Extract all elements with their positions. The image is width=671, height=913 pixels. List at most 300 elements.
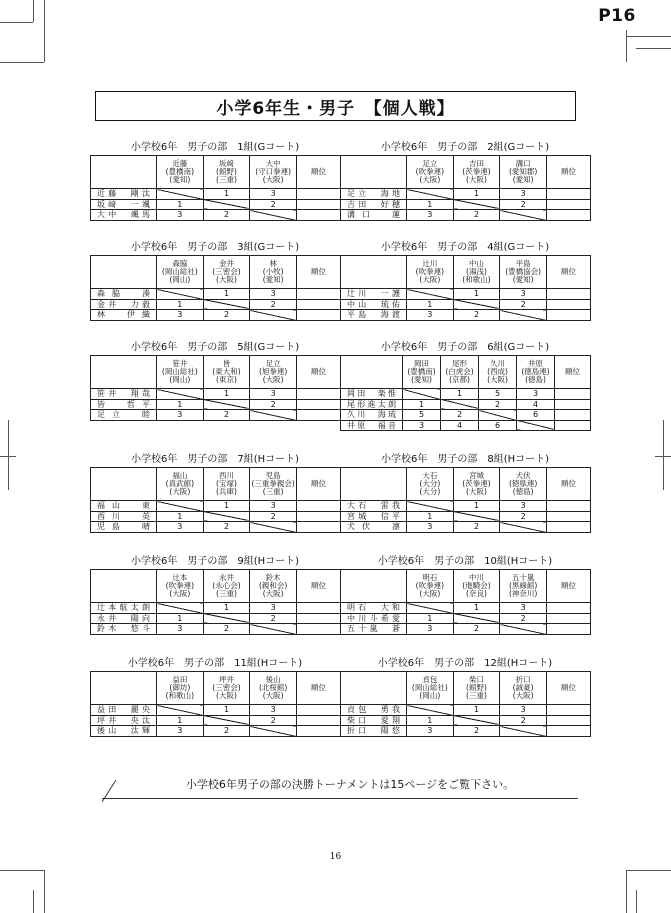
player-name: 辻川 一護 [341, 289, 407, 300]
round-robin-table [90, 569, 341, 635]
header-prefecture: (三重) [466, 690, 487, 700]
table-row [91, 299, 341, 310]
rank-cell [296, 603, 340, 614]
table-row [91, 511, 341, 522]
table-row [91, 603, 341, 614]
header-row [341, 256, 591, 289]
header-surname: 笹井 [172, 359, 188, 369]
rank-header: 順位 [546, 672, 590, 705]
player-name: 林 伊織 [91, 310, 157, 321]
match-order-cell: 1 [157, 399, 204, 410]
match-order-cell: 1 [203, 289, 250, 300]
footnote: 小学校6年男子の部の決勝トーナメントは15ページをご覧下さい。 [185, 778, 515, 791]
match-order-cell: 2 [203, 310, 250, 321]
footnote-rule [102, 798, 578, 799]
player-header [407, 570, 454, 603]
player-header [250, 570, 297, 603]
header-club: (誠豪) [512, 683, 534, 693]
self-match-cell [453, 299, 500, 310]
table-row [341, 199, 591, 210]
table-row [91, 399, 341, 410]
self-match-cell [453, 613, 500, 624]
match-order-cell: 3 [407, 726, 454, 737]
rank-cell [546, 511, 590, 522]
player-header [203, 570, 250, 603]
rank-cell [555, 399, 591, 410]
table-row [91, 199, 341, 210]
player-name: 柴口 愛翔 [341, 715, 407, 726]
match-order-cell: 1 [157, 299, 204, 310]
table-row [91, 705, 341, 716]
match-order-cell: 3 [157, 624, 204, 635]
player-name: 福山 東 [91, 501, 157, 512]
rank-header: 順位 [546, 156, 590, 189]
match-order-cell: 2 [453, 624, 500, 635]
header-surname: 宮城 [468, 471, 484, 481]
header-row [91, 468, 341, 501]
self-match-cell [441, 399, 479, 410]
match-order-cell: 3 [500, 603, 547, 614]
player-name: 犬伏 凛 [341, 522, 407, 533]
header-club: (吹拳連) [415, 167, 444, 177]
rank-cell [546, 715, 590, 726]
corner-cell [91, 468, 157, 501]
self-match-cell [500, 210, 547, 221]
header-club: (進騎会) [462, 581, 491, 591]
match-order-cell: 1 [407, 715, 454, 726]
rank-cell [546, 189, 590, 200]
round-robin-table [90, 467, 341, 533]
table-row [341, 613, 591, 624]
header-surname: 吉田 [468, 159, 484, 169]
page-title [95, 91, 576, 121]
rank-cell [296, 624, 340, 635]
round-robin-table [340, 255, 591, 321]
group-title: 小学校6年 男子の部 11組(Hコート) [127, 658, 303, 669]
match-order-cell: 4 [517, 399, 555, 410]
crop-mark [0, 22, 33, 23]
header-club: (西成) [487, 367, 508, 377]
table-row [341, 420, 591, 431]
match-order-cell: 3 [250, 189, 297, 200]
header-surname: 犬伏 [515, 471, 531, 481]
table-row [91, 289, 341, 300]
self-match-cell [157, 289, 204, 300]
player-name: 足立 睦 [91, 410, 157, 421]
player-header [250, 156, 297, 189]
match-order-cell: 1 [203, 603, 250, 614]
rank-cell [296, 511, 340, 522]
self-match-cell [157, 389, 204, 400]
header-club: (御坊) [169, 683, 191, 693]
match-order-cell: 2 [203, 726, 250, 737]
match-order-cell: 1 [453, 603, 500, 614]
round-robin-table [340, 155, 591, 221]
header-surname: 辻川 [422, 259, 438, 269]
group-block [340, 340, 590, 431]
table-row [341, 726, 591, 737]
player-header [203, 356, 250, 389]
header-prefecture: (三重) [262, 486, 284, 496]
match-order-cell: 1 [441, 389, 479, 400]
crop-mark [33, 0, 34, 22]
header-club: (永心会) [212, 581, 241, 591]
player-header [157, 156, 204, 189]
header-surname: 鈴木 [265, 573, 281, 583]
match-order-cell: 2 [250, 613, 297, 624]
match-order-cell: 3 [250, 389, 297, 400]
header-prefecture: (大阪) [419, 274, 441, 284]
self-match-cell [250, 624, 297, 635]
corner-cell [341, 156, 407, 189]
header-prefecture: (愛知) [411, 374, 432, 384]
header-club: (豊橋協会) [505, 267, 542, 277]
match-order-cell: 1 [407, 299, 454, 310]
player-name: 岡田 楽惟 [341, 389, 403, 400]
match-order-cell: 2 [203, 624, 250, 635]
crop-mark [0, 62, 44, 63]
table-row [341, 522, 591, 533]
player-header [407, 468, 454, 501]
header-prefecture: (京都) [449, 374, 470, 384]
header-prefecture: (兵庫) [216, 486, 237, 496]
corner-cell [91, 672, 157, 705]
table-row [341, 715, 591, 726]
corner-cell [341, 570, 407, 603]
match-order-cell: 2 [250, 399, 297, 410]
player-header [407, 156, 454, 189]
self-match-cell [453, 199, 500, 210]
match-order-cell: 1 [203, 501, 250, 512]
header-row [341, 468, 591, 501]
header-prefecture: (大阪) [466, 174, 487, 184]
self-match-cell [403, 389, 441, 400]
match-order-cell: 1 [407, 199, 454, 210]
crop-mark [663, 420, 664, 490]
player-header [453, 468, 500, 501]
match-order-cell: 1 [407, 613, 454, 624]
player-header [157, 672, 204, 705]
group-block [90, 140, 340, 221]
header-surname: 辻本 [172, 573, 188, 583]
rank-cell [546, 613, 590, 624]
match-order-cell: 6 [479, 420, 517, 431]
header-prefecture: (大分) [419, 486, 441, 496]
header-surname: 五十嵐 [511, 573, 535, 583]
self-match-cell [453, 715, 500, 726]
group-block [340, 554, 590, 635]
table-row [341, 299, 591, 310]
player-name: 中川斗希愛 [341, 613, 407, 624]
group-title: 小学校6年 男子の部 8組(Hコート) [380, 454, 550, 465]
player-name: 貞包 勇我 [341, 705, 407, 716]
rank-cell [296, 726, 340, 737]
group-title: 小学校6年 男子の部 6組(Gコート) [380, 342, 550, 353]
header-row [341, 570, 591, 603]
self-match-cell [157, 705, 204, 716]
table-row [341, 410, 591, 421]
match-order-cell: 3 [157, 310, 204, 321]
header-club: (白虎会) [445, 367, 474, 377]
player-name: 坂﨑 一颯 [91, 199, 157, 210]
player-header [500, 468, 547, 501]
header-club: (吹拳連) [415, 581, 444, 591]
player-header [157, 356, 204, 389]
header-club: (三重拳親会) [251, 479, 295, 489]
table-row [91, 210, 341, 221]
header-row [91, 156, 341, 189]
player-name: 中山 琉佑 [341, 299, 407, 310]
match-order-cell: 1 [157, 613, 204, 624]
header-club: (黒線館) [508, 581, 538, 591]
header-prefecture: (大阪) [512, 690, 534, 700]
header-club: (吹拳連) [165, 581, 194, 591]
header-prefecture: (愛知) [169, 174, 191, 184]
match-order-cell: 2 [500, 715, 547, 726]
rank-header: 順位 [296, 672, 340, 705]
header-row [341, 672, 591, 705]
match-order-cell: 3 [250, 289, 297, 300]
rank-cell [546, 210, 590, 221]
match-order-cell: 3 [250, 501, 297, 512]
rank-cell [555, 389, 591, 400]
player-header [479, 356, 517, 389]
player-name: 足立 海地 [341, 189, 407, 200]
player-name: 井原 福音 [341, 420, 403, 431]
crop-mark [0, 870, 44, 871]
group-title: 小学校6年 男子の部 7組(Hコート) [130, 454, 300, 465]
match-order-cell: 3 [407, 310, 454, 321]
match-order-cell: 1 [453, 705, 500, 716]
header-club: (三密会) [212, 267, 241, 277]
match-order-cell: 1 [157, 511, 204, 522]
crop-mark [636, 48, 671, 49]
header-prefecture: (愛知) [262, 274, 284, 284]
match-order-cell: 2 [453, 726, 500, 737]
rank-header: 順位 [296, 156, 340, 189]
self-match-cell [203, 511, 250, 522]
rank-cell [296, 715, 340, 726]
header-club: (徳県連) [508, 479, 538, 489]
rank-cell [546, 705, 590, 716]
header-surname: 折口 [515, 675, 531, 685]
header-surname: 森脇 [172, 259, 188, 269]
round-robin-table [90, 671, 341, 737]
table-row [91, 715, 341, 726]
header-prefecture: (和歌山) [462, 274, 491, 284]
table-row [341, 624, 591, 635]
player-name: 五十嵐 蒼 [341, 624, 407, 635]
match-order-cell: 3 [157, 522, 204, 533]
group-title: 小学校6年 男子の部 4組(Gコート) [380, 242, 550, 253]
header-row [341, 356, 591, 389]
header-surname: 柴口 [468, 675, 484, 685]
match-order-cell: 2 [203, 522, 250, 533]
player-header [441, 356, 479, 389]
header-surname: 大石 [422, 471, 438, 481]
rank-cell [555, 410, 591, 421]
player-header [500, 156, 547, 189]
header-club: (愛知郡) [508, 167, 538, 177]
header-surname: 明石 [422, 573, 438, 583]
header-club: (館野) [216, 167, 237, 177]
player-name: 笹井 翔哉 [91, 389, 157, 400]
match-order-cell: 3 [500, 289, 547, 300]
header-club: (茨拳連) [462, 479, 491, 489]
match-order-cell: 2 [500, 511, 547, 522]
player-header [203, 468, 250, 501]
player-name: 西川 英 [91, 511, 157, 522]
player-name: 森脇 湊 [91, 289, 157, 300]
player-name: 大石 雷我 [341, 501, 407, 512]
match-order-cell: 3 [500, 705, 547, 716]
header-club: (岡山総社) [161, 267, 198, 277]
crop-mark [626, 870, 671, 871]
rank-header: 順位 [296, 468, 340, 501]
rank-cell [546, 289, 590, 300]
player-header [453, 256, 500, 289]
player-name: 近藤 剛汰 [91, 189, 157, 200]
crop-mark [626, 36, 671, 37]
group-block [90, 340, 340, 421]
self-match-cell [453, 511, 500, 522]
header-surname: 益田 [172, 675, 188, 685]
player-header [203, 156, 250, 189]
rank-cell [296, 299, 340, 310]
header-surname: 尾形 [452, 359, 467, 369]
header-club: (湯浅) [466, 267, 487, 277]
page-title-text: 小学6年生・男子 【個人戦】 [216, 98, 455, 119]
match-order-cell: 2 [250, 199, 297, 210]
table-row [341, 705, 591, 716]
player-name: 久川 海琉 [341, 410, 403, 421]
corner-cell [91, 570, 157, 603]
header-prefecture: (岡山) [169, 274, 191, 284]
group-block [90, 452, 340, 533]
table-row [341, 603, 591, 614]
header-prefecture: (大阪) [419, 174, 441, 184]
self-match-cell [500, 310, 547, 321]
group-title: 小学校6年 男子の部 10組(Hコート) [377, 556, 553, 567]
page-number: 16 [329, 852, 342, 862]
header-surname: 近藤 [172, 159, 188, 169]
player-header [250, 468, 297, 501]
match-order-cell: 4 [441, 420, 479, 431]
header-club: (岡山総社) [411, 683, 448, 693]
rank-cell [296, 410, 340, 421]
corner-cell [91, 256, 157, 289]
match-order-cell: 2 [500, 299, 547, 310]
match-order-cell: 1 [403, 399, 441, 410]
header-surname: 坪井 [218, 675, 234, 685]
player-name: 永井 陽向 [91, 613, 157, 624]
self-match-cell [157, 501, 204, 512]
page-label: P16 [598, 6, 636, 26]
round-robin-table [340, 671, 591, 737]
group-block [340, 240, 590, 321]
header-surname: 児島 [265, 471, 281, 481]
round-robin-table [90, 255, 341, 321]
match-order-cell: 2 [453, 522, 500, 533]
table-row [341, 501, 591, 512]
header-prefecture: (愛知) [512, 274, 534, 284]
header-surname: 後山 [265, 675, 281, 685]
player-header [407, 672, 454, 705]
rank-cell [546, 501, 590, 512]
crop-mark [626, 870, 627, 913]
round-robin-table [340, 467, 591, 533]
header-prefecture: (大阪) [216, 690, 237, 700]
match-order-cell: 3 [250, 705, 297, 716]
header-club: (豊橋南) [407, 367, 436, 377]
rank-cell [546, 726, 590, 737]
rank-header: 順位 [546, 570, 590, 603]
self-match-cell [517, 420, 555, 431]
table-row [341, 289, 591, 300]
rank-cell [296, 289, 340, 300]
player-name: 平島 海渡 [341, 310, 407, 321]
header-prefecture: (大阪) [216, 274, 237, 284]
header-surname: 中川 [468, 573, 484, 583]
match-order-cell: 2 [500, 613, 547, 624]
self-match-cell [250, 522, 297, 533]
round-robin-table [340, 355, 591, 431]
header-surname: 西川 [218, 471, 234, 481]
player-name: 吉田 好穂 [341, 199, 407, 210]
match-order-cell: 1 [407, 511, 454, 522]
player-name: 皆 哲平 [91, 399, 157, 410]
player-header [403, 356, 441, 389]
header-row [91, 256, 341, 289]
header-prefecture: (和歌山) [165, 690, 194, 700]
match-order-cell: 2 [203, 410, 250, 421]
corner-cell [341, 468, 407, 501]
header-club: (親和会) [258, 581, 288, 591]
rank-header: 順位 [296, 570, 340, 603]
header-surname: 福山 [172, 471, 188, 481]
player-header [250, 256, 297, 289]
self-match-cell [407, 501, 454, 512]
header-prefecture: (東京) [216, 374, 237, 384]
header-row [91, 672, 341, 705]
header-prefecture: (三重) [216, 174, 237, 184]
self-match-cell [203, 715, 250, 726]
match-order-cell: 3 [157, 410, 204, 421]
player-name: 坪井 央汰 [91, 715, 157, 726]
table-row [91, 410, 341, 421]
header-prefecture: (三重) [216, 588, 237, 598]
header-prefecture: (徳島) [512, 486, 534, 496]
player-header [517, 356, 555, 389]
corner-cell [91, 356, 157, 389]
header-club: (真武館) [165, 479, 194, 489]
header-prefecture: (奈良) [466, 588, 487, 598]
rank-cell [546, 299, 590, 310]
header-row [91, 356, 341, 389]
self-match-cell [203, 613, 250, 624]
self-match-cell [250, 310, 297, 321]
header-prefecture: (神奈川) [508, 588, 538, 598]
rank-cell [296, 389, 340, 400]
header-surname: 大中 [265, 159, 281, 169]
player-name: 後山 汰輝 [91, 726, 157, 737]
player-header [500, 256, 547, 289]
match-order-cell: 1 [157, 199, 204, 210]
header-prefecture: (岡山) [169, 374, 191, 384]
rank-header: 順位 [296, 356, 340, 389]
header-prefecture: (大阪) [262, 174, 284, 184]
player-name: 金井 力毅 [91, 299, 157, 310]
